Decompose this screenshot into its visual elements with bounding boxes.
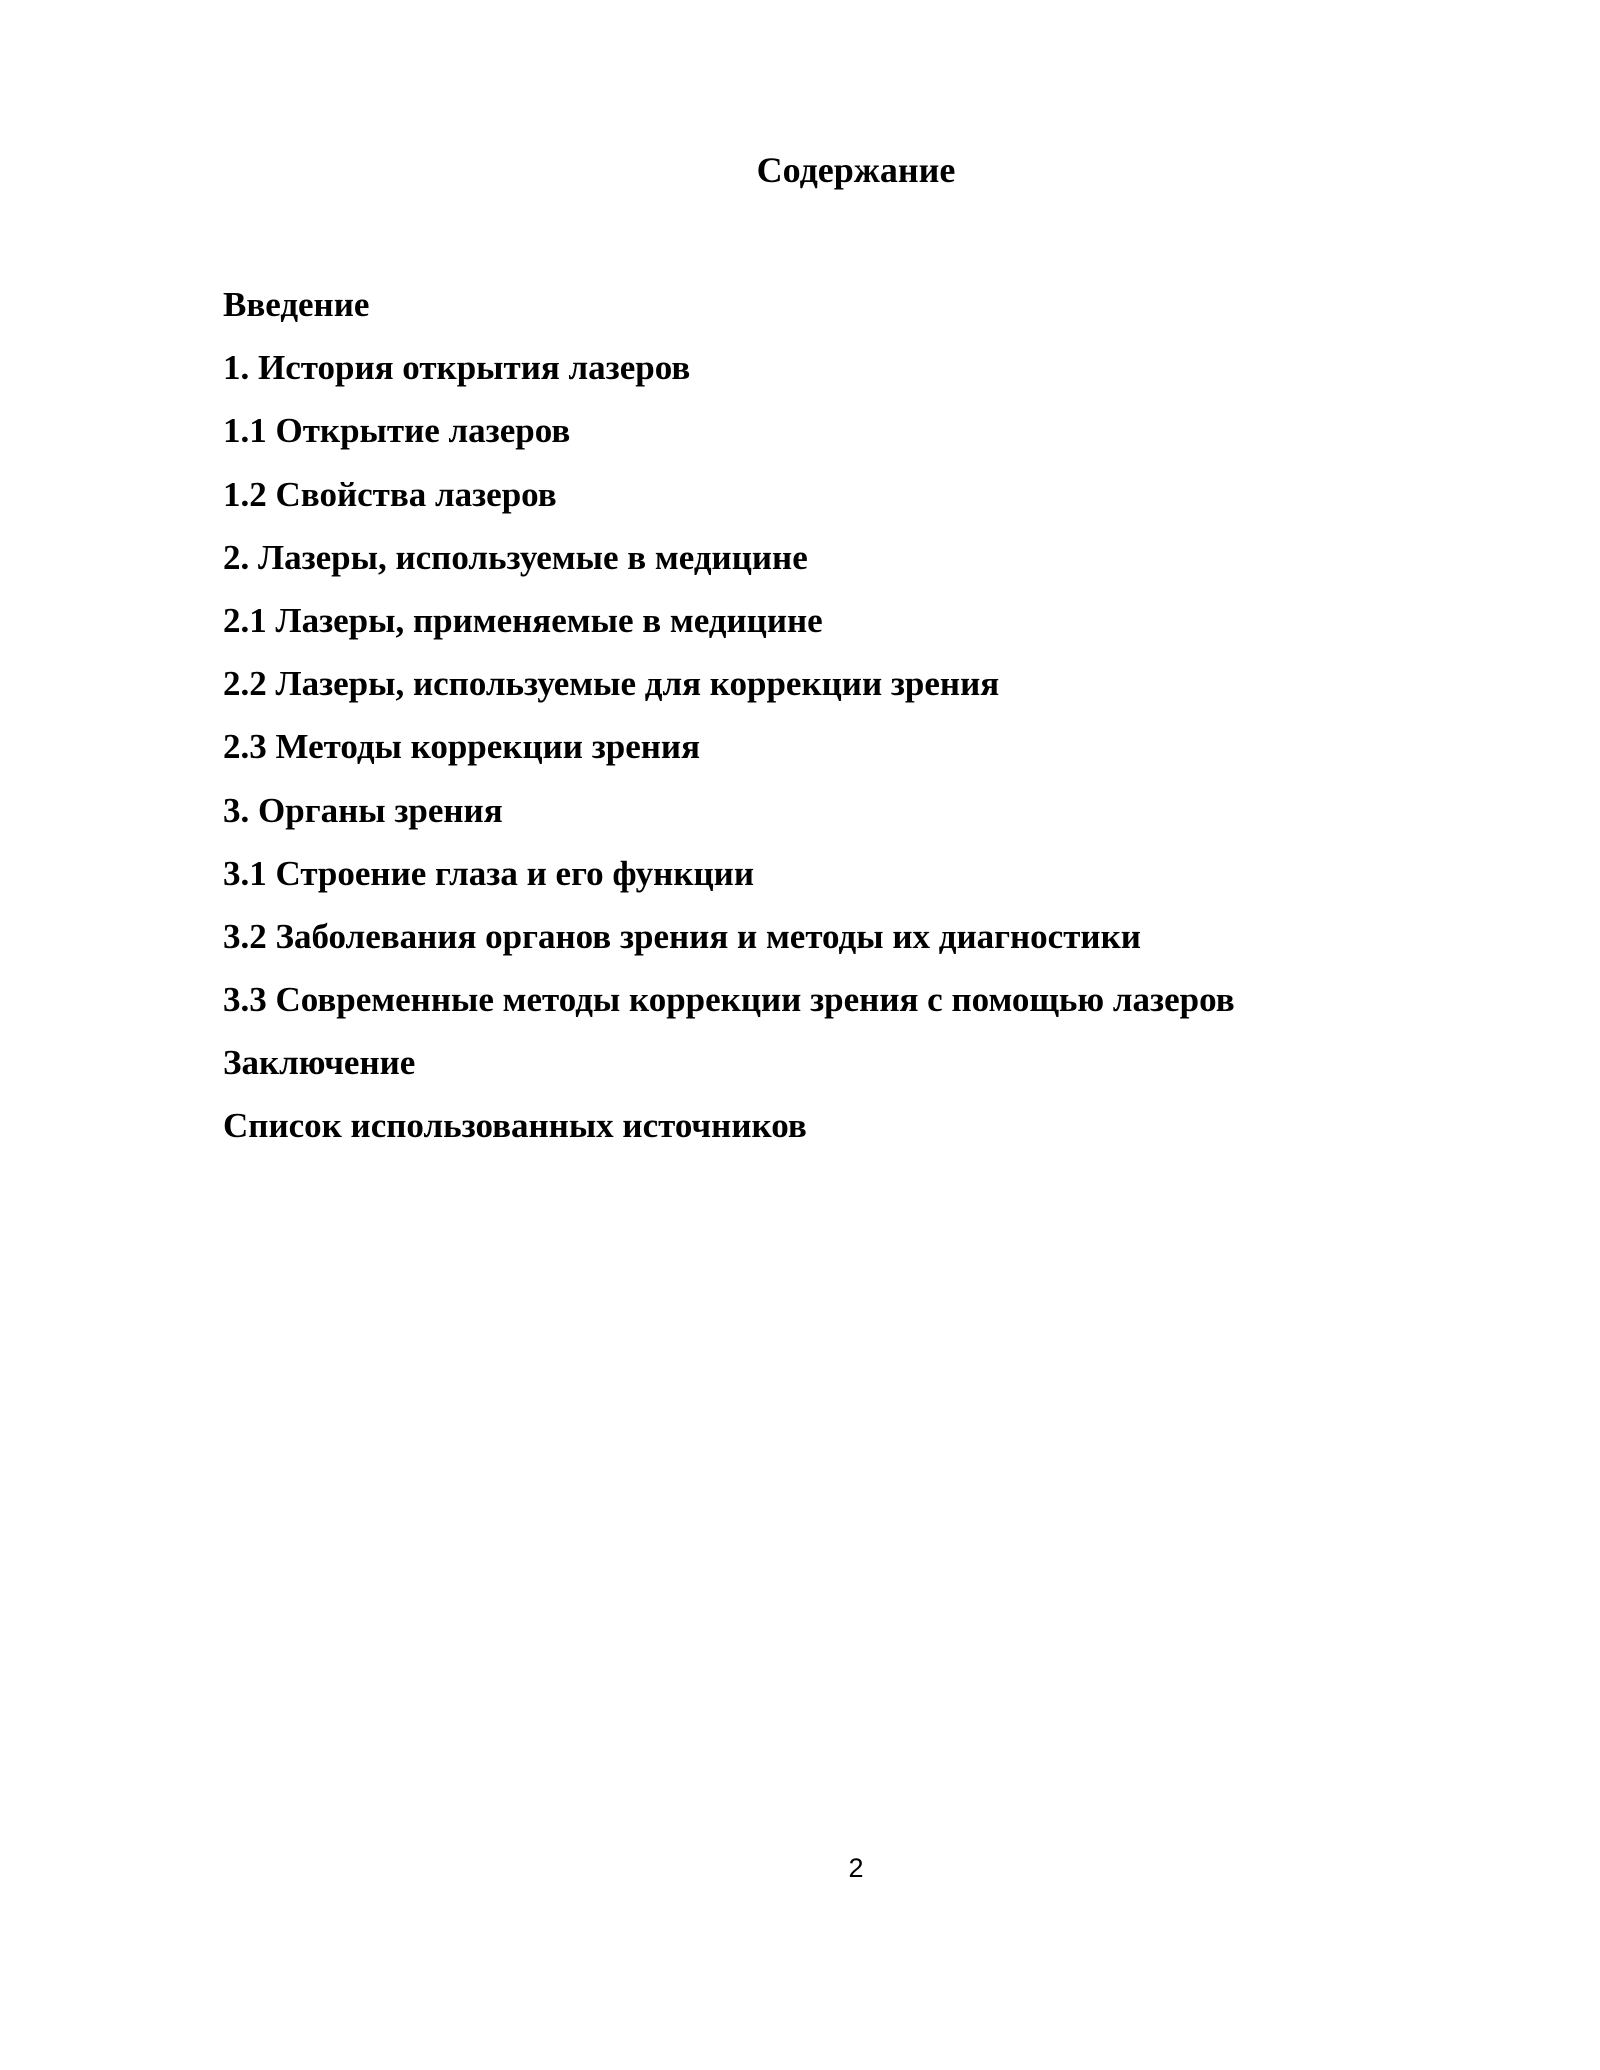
toc-item-2-2: 2.2 Лазеры, используемые для коррекции зрения — [223, 664, 1000, 704]
toc-item-1-1: 1.1 Открытие лазеров — [223, 411, 571, 451]
toc-item-1-2: 1.2 Свойства лазеров — [223, 474, 557, 514]
toc-item-2-3: 2.3 Методы коррекции зрения — [223, 727, 701, 767]
toc-item-references: Список использованных источников — [223, 1106, 807, 1146]
toc-item-3-2: 3.2 Заболевания органов зрения и методы их диагностики — [223, 916, 1141, 956]
page-title: Содержание — [756, 150, 956, 190]
toc-item-conclusion: Заключение — [223, 1043, 416, 1083]
toc-item-introduction: Введение — [223, 285, 370, 324]
toc-item-3: 3. Органы зрения — [223, 790, 503, 830]
toc-item-3-1: 3.1 Строение глаза и его функции — [223, 853, 755, 893]
toc-item-2: 2. Лазеры, используемые в медицине — [223, 537, 808, 577]
toc-item-2-1: 2.1 Лазеры, применяемые в медицине — [223, 600, 823, 640]
toc-item-1: 1. История открытия лазеров — [223, 348, 691, 388]
toc-item-3-3: 3.3 Современные методы коррекции зрения с помощью лазеров — [223, 980, 1235, 1020]
table-of-contents — [223, 273, 1235, 1158]
page-number: 2 — [848, 1853, 864, 1883]
